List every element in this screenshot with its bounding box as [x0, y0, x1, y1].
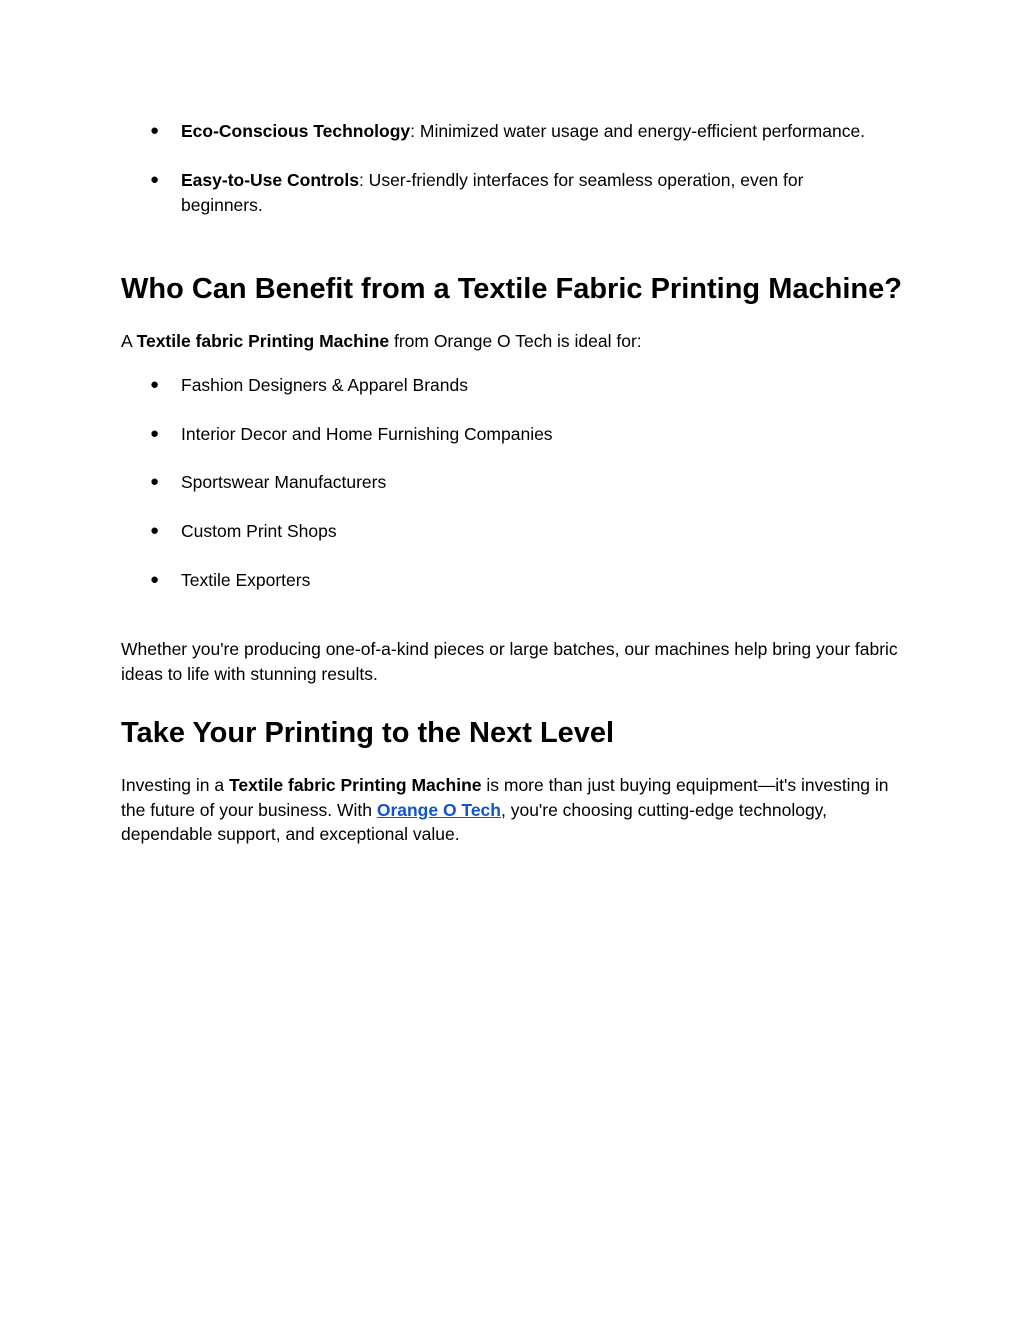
list-item-text	[181, 119, 901, 144]
section-paragraph	[121, 773, 891, 847]
list-item-desc: : User-friendly interfaces for seamless operation, even for beginners.	[181, 170, 804, 215]
bullet-icon: ●	[150, 571, 160, 588]
paragraph-suffix: , you're choosing cutting-edge technology, dependable support, and exceptional value.	[121, 799, 827, 844]
paragraph-bold: Textile fabric Printing Machine	[228, 775, 482, 795]
section-heading-next-level: Take Your Printing to the Next Level	[121, 717, 615, 749]
list-item-text: Textile Exporters	[181, 570, 311, 590]
bullet-icon: ●	[150, 522, 160, 539]
orange-o-tech-link[interactable]: Orange O Tech	[376, 799, 501, 820]
bullet-icon: ●	[150, 122, 160, 139]
bullet-icon: ●	[150, 425, 160, 442]
list-item-text: Fashion Designers & Apparel Brands	[181, 375, 468, 395]
list-item-text: Interior Decor and Home Furnishing Companies	[181, 424, 553, 444]
bullet-icon: ●	[150, 473, 160, 490]
intro-bold: Textile fabric Printing Machine	[136, 331, 390, 351]
bullet-icon: ●	[150, 376, 160, 393]
bullet-icon: ●	[150, 171, 160, 188]
list-item-text: Sportswear Manufacturers	[181, 472, 387, 492]
list-item-term: Eco-Conscious Technology	[181, 121, 411, 141]
list-item-term: Easy-to-Use Controls	[181, 170, 359, 190]
paragraph-middle: is more than just buying equipment—it's investing in the future of your business. With	[121, 775, 889, 820]
paragraph-prefix: Investing in a	[121, 775, 229, 795]
section-closing-paragraph: Whether you're producing one-of-a-kind pieces or large batches, our machines help bring your fabric ideas to life with stunning results.	[121, 639, 898, 684]
section-intro	[121, 329, 906, 354]
list-item-text	[181, 168, 861, 217]
list-item-text: Custom Print Shops	[181, 521, 337, 541]
section-heading-who-can-benefit: Who Can Benefit from a Textile Fabric Printing Machine?	[121, 273, 902, 305]
intro-prefix: A	[121, 331, 137, 351]
intro-suffix: from Orange O Tech is ideal for:	[389, 331, 642, 351]
list-item-desc: : Minimized water usage and energy-efficient performance.	[410, 121, 866, 141]
